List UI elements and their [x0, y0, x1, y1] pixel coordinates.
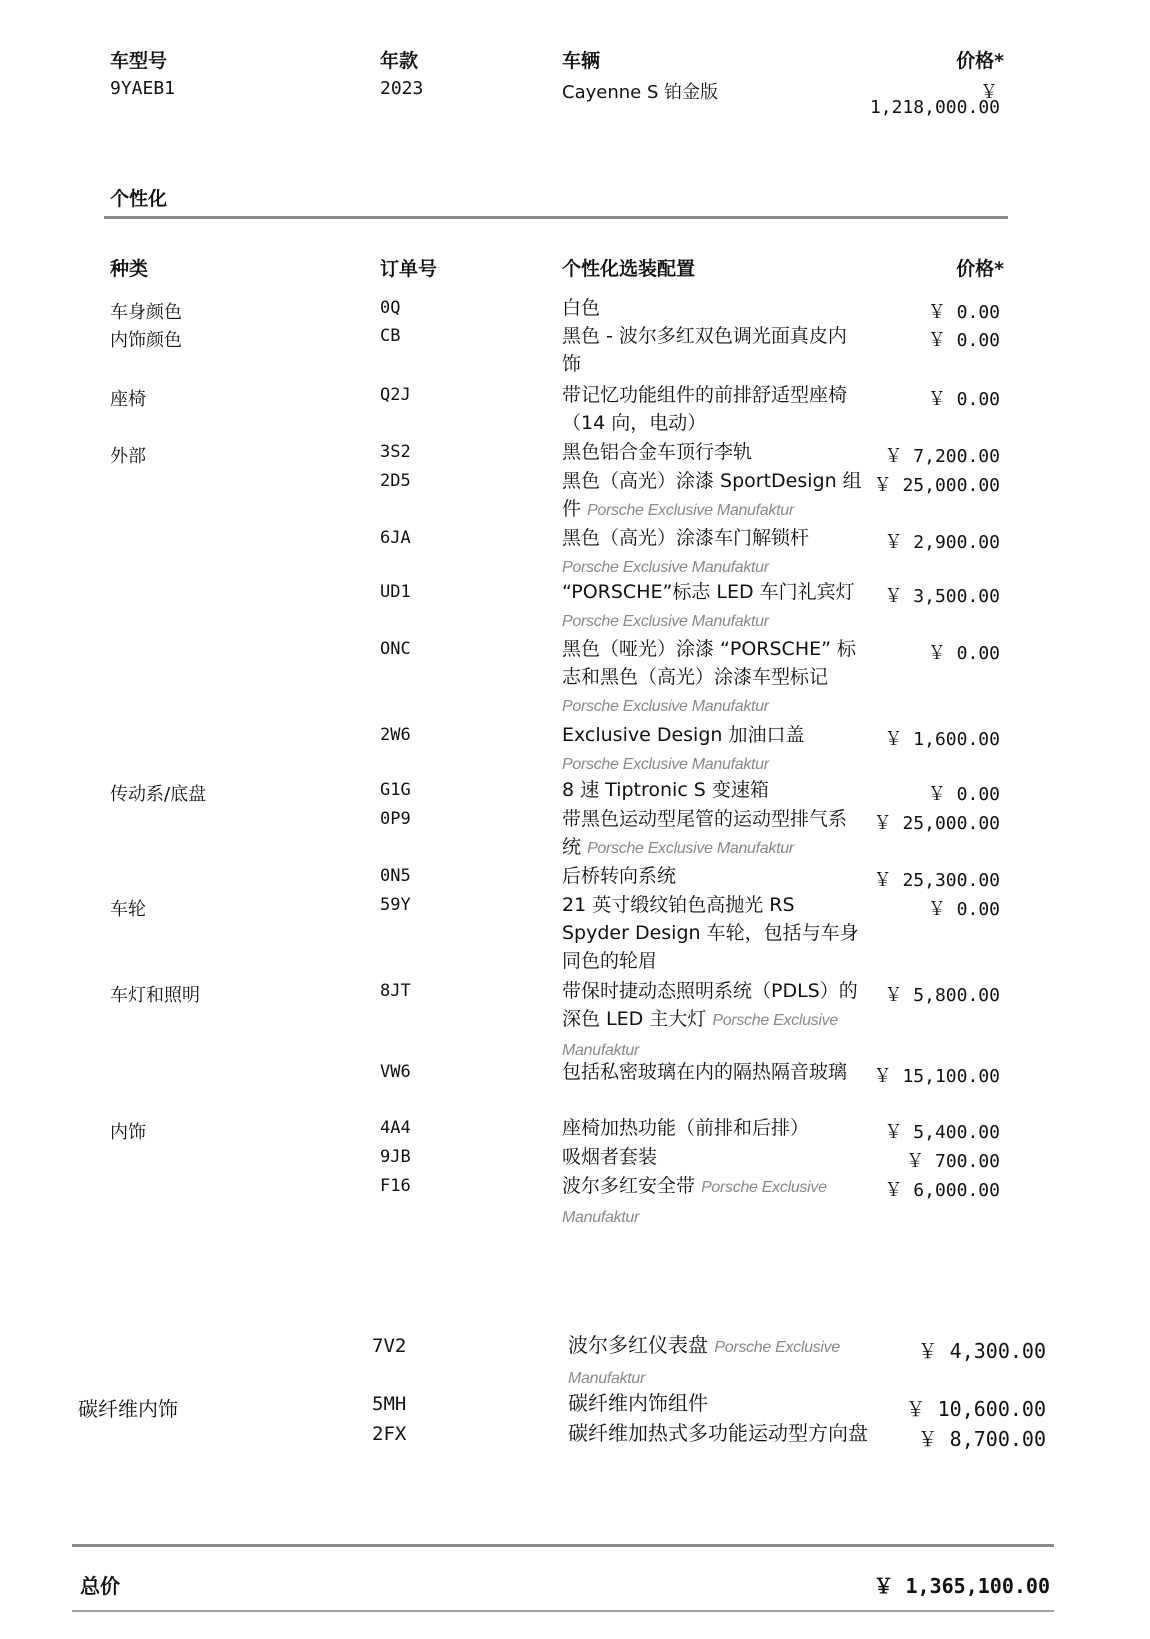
option-description-text: 带黑色运动型尾管的运动型排气系统	[562, 808, 848, 858]
option-category: 车轮	[110, 899, 146, 920]
option-code: F16	[380, 1176, 411, 1196]
option-description-text: 8 速 Tiptronic S 变速箱	[562, 779, 769, 801]
option-code: Q2J	[380, 385, 411, 405]
option-description-text: 21 英寸缎纹铂色高抛光 RS Spyder Design 车轮，包括与车身同色的轮眉	[562, 894, 859, 972]
option-price: ￥ 10,600.00	[905, 1397, 1046, 1421]
option-code: 8JT	[380, 981, 411, 1001]
option-description-text: 吸烟者套装	[562, 1146, 658, 1168]
option-price: ￥ 5,400.00	[884, 1122, 1000, 1143]
option-code: 0P9	[380, 809, 411, 829]
col-header-vehicle: 车辆	[562, 50, 601, 72]
col-header-price: 价格*	[956, 50, 1004, 72]
option-description-text: 白色	[562, 297, 601, 319]
option-description-text: 黑色（高光）涂漆车门解锁杆	[562, 527, 810, 549]
option-description	[562, 635, 862, 721]
option-code: 4A4	[380, 1118, 411, 1138]
option-code: 2W6	[380, 725, 411, 745]
option-code: 59Y	[380, 895, 411, 915]
option-description	[562, 977, 862, 1065]
option-description	[562, 322, 862, 378]
option-code: VW6	[380, 1062, 411, 1082]
option-description-text: 带记忆功能组件的前排舒适型座椅（14 向，电动）	[562, 384, 848, 434]
option-price: ￥ 0.00	[927, 899, 1000, 920]
option-description	[568, 1419, 888, 1447]
exclusive-manufaktur-label: Porsche Exclusive Manufaktur	[587, 840, 794, 857]
option-price: ￥ 0.00	[927, 302, 1000, 323]
col-header-year: 年款	[380, 50, 419, 72]
base-price-amount: 1,218,000.00	[869, 97, 1000, 118]
option-price: ￥ 25,000.00	[873, 813, 1000, 834]
option-description	[562, 1172, 862, 1232]
option-description-text: 波尔多红仪表盘	[568, 1333, 708, 1357]
option-description	[562, 578, 862, 636]
option-price: ￥ 15,100.00	[873, 1066, 1000, 1087]
exclusive-manufaktur-label: Porsche Exclusive Manufaktur	[562, 613, 769, 630]
section-title: 个性化	[110, 188, 168, 210]
exclusive-manufaktur-label: Porsche Exclusive Manufaktur	[587, 502, 794, 519]
bottom-divider	[72, 1610, 1054, 1612]
section-divider	[104, 216, 1008, 219]
option-category: 外部	[110, 446, 146, 467]
model-year: 2023	[380, 78, 424, 99]
option-price: ￥ 0.00	[927, 330, 1000, 351]
option-code: G1G	[380, 780, 411, 800]
option-description-text: 黑色 - 波尔多红双色调光面真皮内饰	[562, 325, 847, 375]
option-code: 9JB	[380, 1147, 411, 1167]
option-category: 传动系/底盘	[110, 784, 207, 805]
option-price: ￥ 2,900.00	[884, 532, 1000, 553]
option-code: 2D5	[380, 471, 411, 491]
option-price: ￥ 25,000.00	[873, 475, 1000, 496]
option-description	[568, 1331, 888, 1393]
option-description	[562, 438, 862, 466]
option-code: 0Q	[380, 298, 401, 318]
option-price: ￥ 0.00	[927, 389, 1000, 410]
option-description-text: Exclusive Design 加油口盖	[562, 724, 805, 746]
option-price: ￥ 3,500.00	[884, 586, 1000, 607]
option-description	[562, 1114, 862, 1142]
option-description	[562, 891, 862, 975]
option-description-text: 碳纤维内饰组件	[568, 1391, 708, 1415]
option-price: ￥ 8,700.00	[917, 1427, 1046, 1451]
total-amount: ￥ 1,365,100.00	[873, 1574, 1050, 1598]
option-description	[568, 1389, 888, 1417]
option-price: ￥ 25,300.00	[873, 870, 1000, 891]
option-description-text: 包括私密玻璃在内的隔热隔音玻璃	[562, 1061, 848, 1083]
option-code: 5MH	[372, 1393, 407, 1415]
option-description	[562, 1058, 862, 1086]
option-description-text: 黑色（哑光）涂漆 “PORSCHE” 标志和黑色（高光）涂漆车型标记	[562, 638, 856, 688]
option-code: 7V2	[372, 1335, 407, 1357]
table-header-price: 价格*	[956, 258, 1004, 280]
option-description	[562, 776, 862, 804]
table-header-category: 种类	[110, 258, 149, 280]
option-description	[562, 467, 862, 525]
option-description-text: “PORSCHE”标志 LED 车门礼宾灯	[562, 581, 855, 603]
option-code: 0N5	[380, 866, 411, 886]
option-description-text: 黑色（高光）涂漆 SportDesign 组件	[562, 470, 862, 520]
option-code: ONC	[380, 639, 411, 659]
exclusive-manufaktur-label: Porsche Exclusive Manufaktur	[568, 1339, 840, 1387]
option-price: ￥ 5,800.00	[884, 985, 1000, 1006]
option-price: ￥ 0.00	[927, 643, 1000, 664]
option-description-text: 黑色铝合金车顶行李轨	[562, 441, 753, 463]
option-category: 车灯和照明	[110, 985, 200, 1006]
total-label: 总价	[80, 1574, 120, 1598]
vehicle-name: Cayenne S 铂金版	[562, 82, 719, 103]
base-price-currency: ￥	[980, 82, 998, 103]
option-description-text: 带保时捷动态照明系统（PDLS）的深色 LED 主大灯	[562, 980, 858, 1030]
table-header-option: 个性化选装配置	[562, 258, 696, 280]
exclusive-manufaktur-label: Porsche Exclusive Manufaktur	[562, 756, 769, 773]
exclusive-manufaktur-label: Porsche Exclusive Manufaktur	[562, 698, 769, 715]
option-description	[562, 524, 862, 582]
total-divider	[72, 1544, 1054, 1547]
option-description	[562, 805, 862, 863]
option-code: 3S2	[380, 442, 411, 462]
option-price: ￥ 1,600.00	[884, 729, 1000, 750]
option-description	[562, 862, 862, 890]
option-price: ￥ 7,200.00	[884, 446, 1000, 467]
exclusive-manufaktur-label: Porsche Exclusive Manufaktur	[562, 1179, 827, 1226]
option-price: ￥ 4,300.00	[917, 1339, 1046, 1363]
option-price: ￥ 0.00	[927, 784, 1000, 805]
option-category: 内饰	[110, 1122, 146, 1143]
option-category: 碳纤维内饰	[78, 1397, 178, 1421]
option-description-text: 后桥转向系统	[562, 865, 677, 887]
option-description-text: 碳纤维加热式多功能运动型方向盘	[568, 1421, 868, 1445]
exclusive-manufaktur-label: Porsche Exclusive Manufaktur	[562, 559, 769, 576]
option-code: UD1	[380, 582, 411, 602]
col-header-model: 车型号	[110, 50, 168, 72]
option-code: 2FX	[372, 1423, 407, 1445]
option-code: CB	[380, 326, 401, 346]
option-category: 内饰颜色	[110, 330, 182, 351]
option-description	[562, 721, 862, 779]
option-category: 车身颜色	[110, 302, 182, 323]
option-description-text: 波尔多红安全带	[562, 1175, 696, 1197]
option-description-text: 座椅加热功能（前排和后排）	[562, 1117, 810, 1139]
option-description	[562, 1143, 862, 1171]
option-price: ￥ 700.00	[906, 1151, 1000, 1172]
option-category: 座椅	[110, 389, 146, 410]
option-description	[562, 294, 862, 322]
table-header-order-no: 订单号	[380, 258, 438, 280]
option-description	[562, 381, 862, 437]
exclusive-manufaktur-label: Porsche Exclusive Manufaktur	[562, 1012, 838, 1059]
option-price: ￥ 6,000.00	[884, 1180, 1000, 1201]
model-code: 9YAEB1	[110, 78, 176, 99]
option-code: 6JA	[380, 528, 411, 548]
